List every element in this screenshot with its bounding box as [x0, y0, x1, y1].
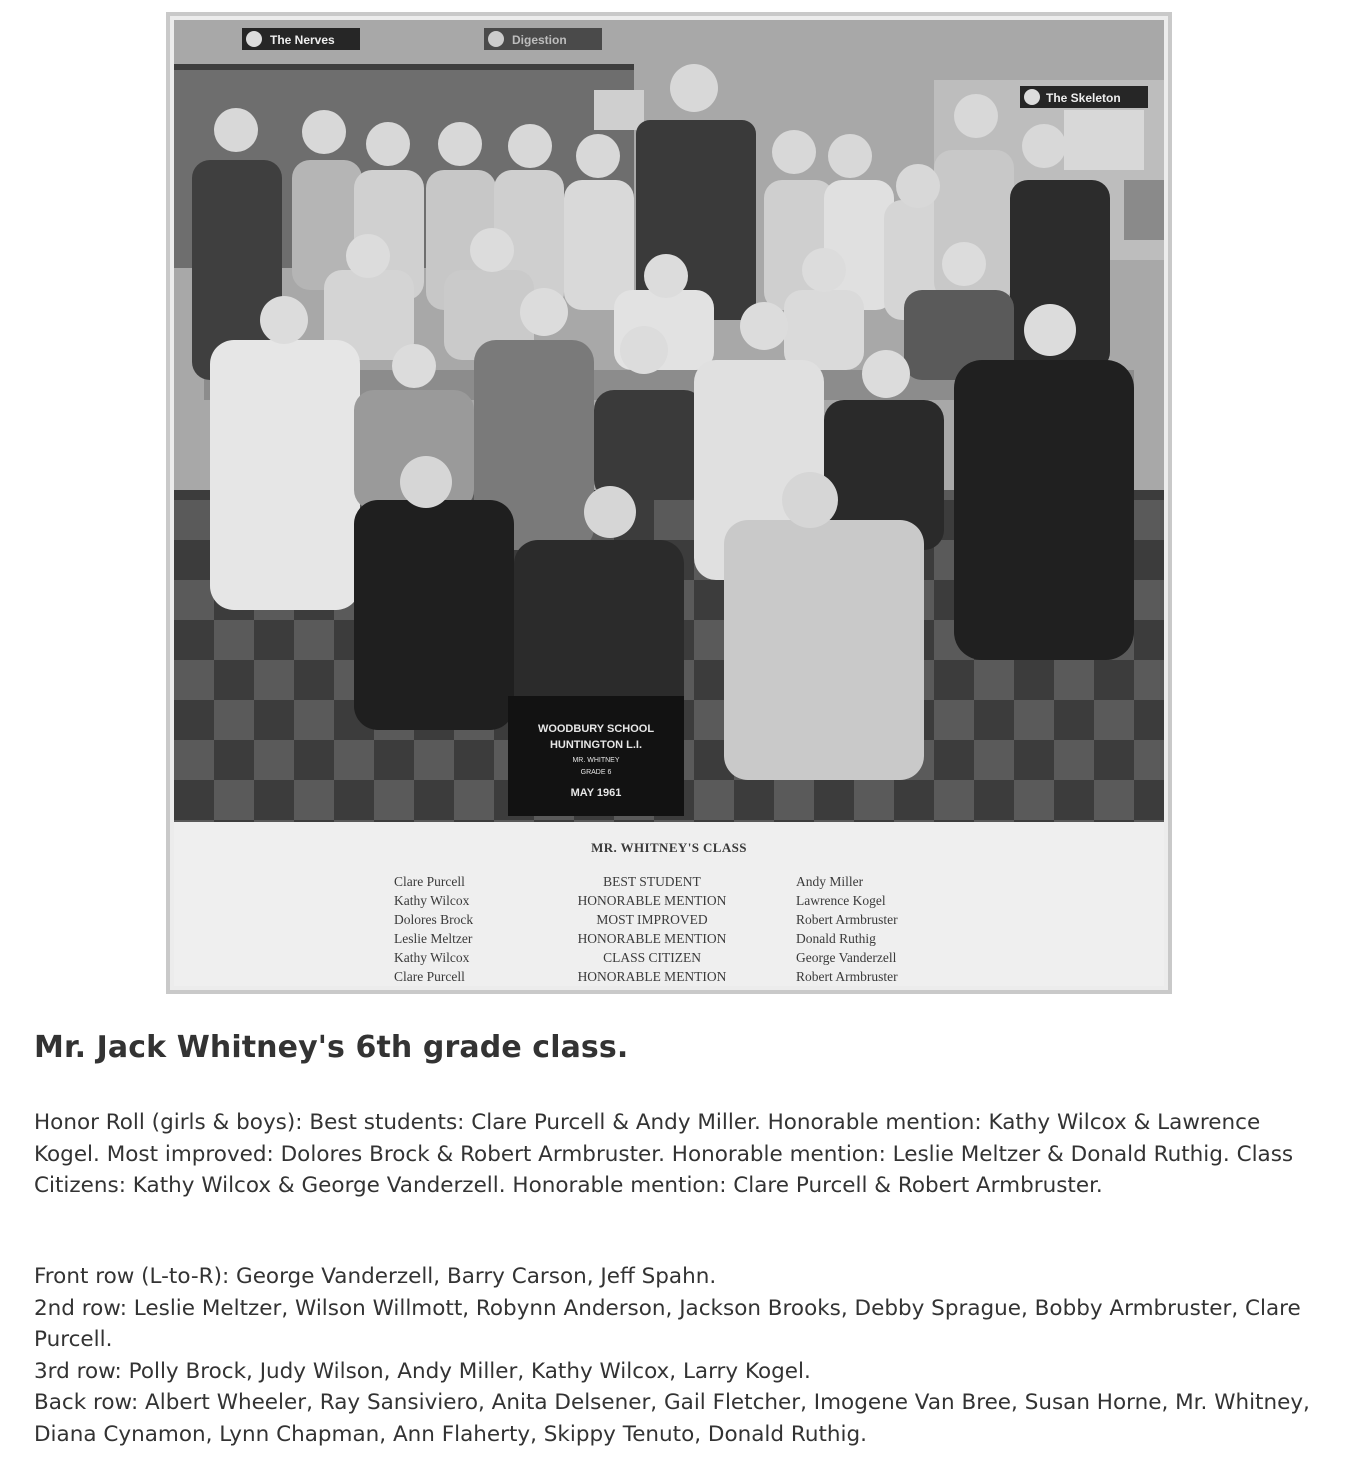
award-title: HONORABLE MENTION [577, 931, 727, 946]
class-photo [166, 12, 1172, 994]
award-boy-name: Robert Armbruster [796, 969, 898, 984]
name-board-line-4: GRADE 6 [580, 769, 612, 776]
award-title: HONORABLE MENTION [577, 969, 727, 984]
photo-caption-title: MR. WHITNEY'S CLASS [591, 840, 747, 855]
sign-the-skeleton-label: The Skeleton [1046, 91, 1121, 105]
article-headline: Mr. Jack Whitney's 6th grade class. [34, 1030, 629, 1065]
sign-the-nerves [242, 28, 360, 50]
photo-caption-panel [174, 822, 1164, 986]
award-boy-name: Robert Armbruster [796, 912, 898, 927]
sign-digestion [484, 28, 602, 50]
award-girl-name: Kathy Wilcox [394, 893, 470, 908]
award-girls-column [394, 872, 473, 986]
award-titles-column [552, 872, 752, 986]
award-title: HONORABLE MENTION [577, 893, 727, 908]
sign-digestion-label: Digestion [512, 33, 567, 47]
class-photo-illustration [174, 20, 1164, 822]
award-boy-name: Donald Ruthig [796, 931, 876, 946]
name-board-line-1: WOODBURY SCHOOL [537, 723, 655, 735]
award-girl-name: Clare Purcell [394, 969, 465, 984]
honor-roll-paragraph: Honor Roll (girls & boys): Best students: Clare Purcell & Andy Miller. Honorable mention: Kathy Wilcox & Lawrence Kogel. Most improved: Dolores Brock & Robert Armbruster. Honorable mention: Leslie Meltzer & Donald Ruthig. Class Citizens: Kathy Wilcox & George Vanderzell. Honorable mention: Clare Purcell & Robert Armbruster. [34, 1110, 1294, 1198]
sign-the-skeleton [1020, 86, 1148, 108]
name-board-line-2: HUNTINGTON L.I. [549, 739, 643, 751]
award-girl-name: Dolores Brock [394, 912, 474, 927]
award-girl-name: Clare Purcell [394, 874, 465, 889]
third-row-names: 3rd row: Polly Brock, Judy Wilson, Andy Miller, Kathy Wilcox, Larry Kogel. [34, 1358, 811, 1384]
award-boys-column [796, 872, 898, 986]
sign-the-nerves-label: The Nerves [270, 33, 335, 47]
back-row-names: Back row: Albert Wheeler, Ray Sansiviero, Anita Delsener, Gail Fletcher, Imogene Van Bree, Susan Horne, Mr. Whitney, Diana Cynamon, Lynn Chapman, Ann Flaherty, Skippy Tenuto, Donald Ruthig. [34, 1390, 1310, 1447]
award-title: CLASS CITIZEN [603, 950, 701, 965]
award-girl-name: Leslie Meltzer [394, 931, 473, 946]
award-title: MOST IMPROVED [596, 912, 708, 927]
name-board [508, 696, 684, 816]
award-girl-name: Kathy Wilcox [394, 950, 470, 965]
name-board-line-5: MAY 1961 [570, 787, 622, 799]
award-boy-name: Andy Miller [796, 874, 864, 889]
class-photo-image [174, 20, 1164, 822]
award-title: BEST STUDENT [603, 874, 701, 889]
student-rows-list [34, 1261, 1314, 1450]
award-boy-name: Lawrence Kogel [796, 893, 886, 908]
second-row-names: 2nd row: Leslie Meltzer, Wilson Willmott, Robynn Anderson, Jackson Brooks, Debby Sprague, Bobby Armbruster, Clare Purcell. [34, 1295, 1301, 1352]
award-boy-name: George Vanderzell [796, 950, 897, 965]
name-board-line-3: MR. WHITNEY [572, 757, 620, 764]
front-row-names: Front row (L-to-R): George Vanderzell, Barry Carson, Jeff Spahn. [34, 1264, 717, 1289]
